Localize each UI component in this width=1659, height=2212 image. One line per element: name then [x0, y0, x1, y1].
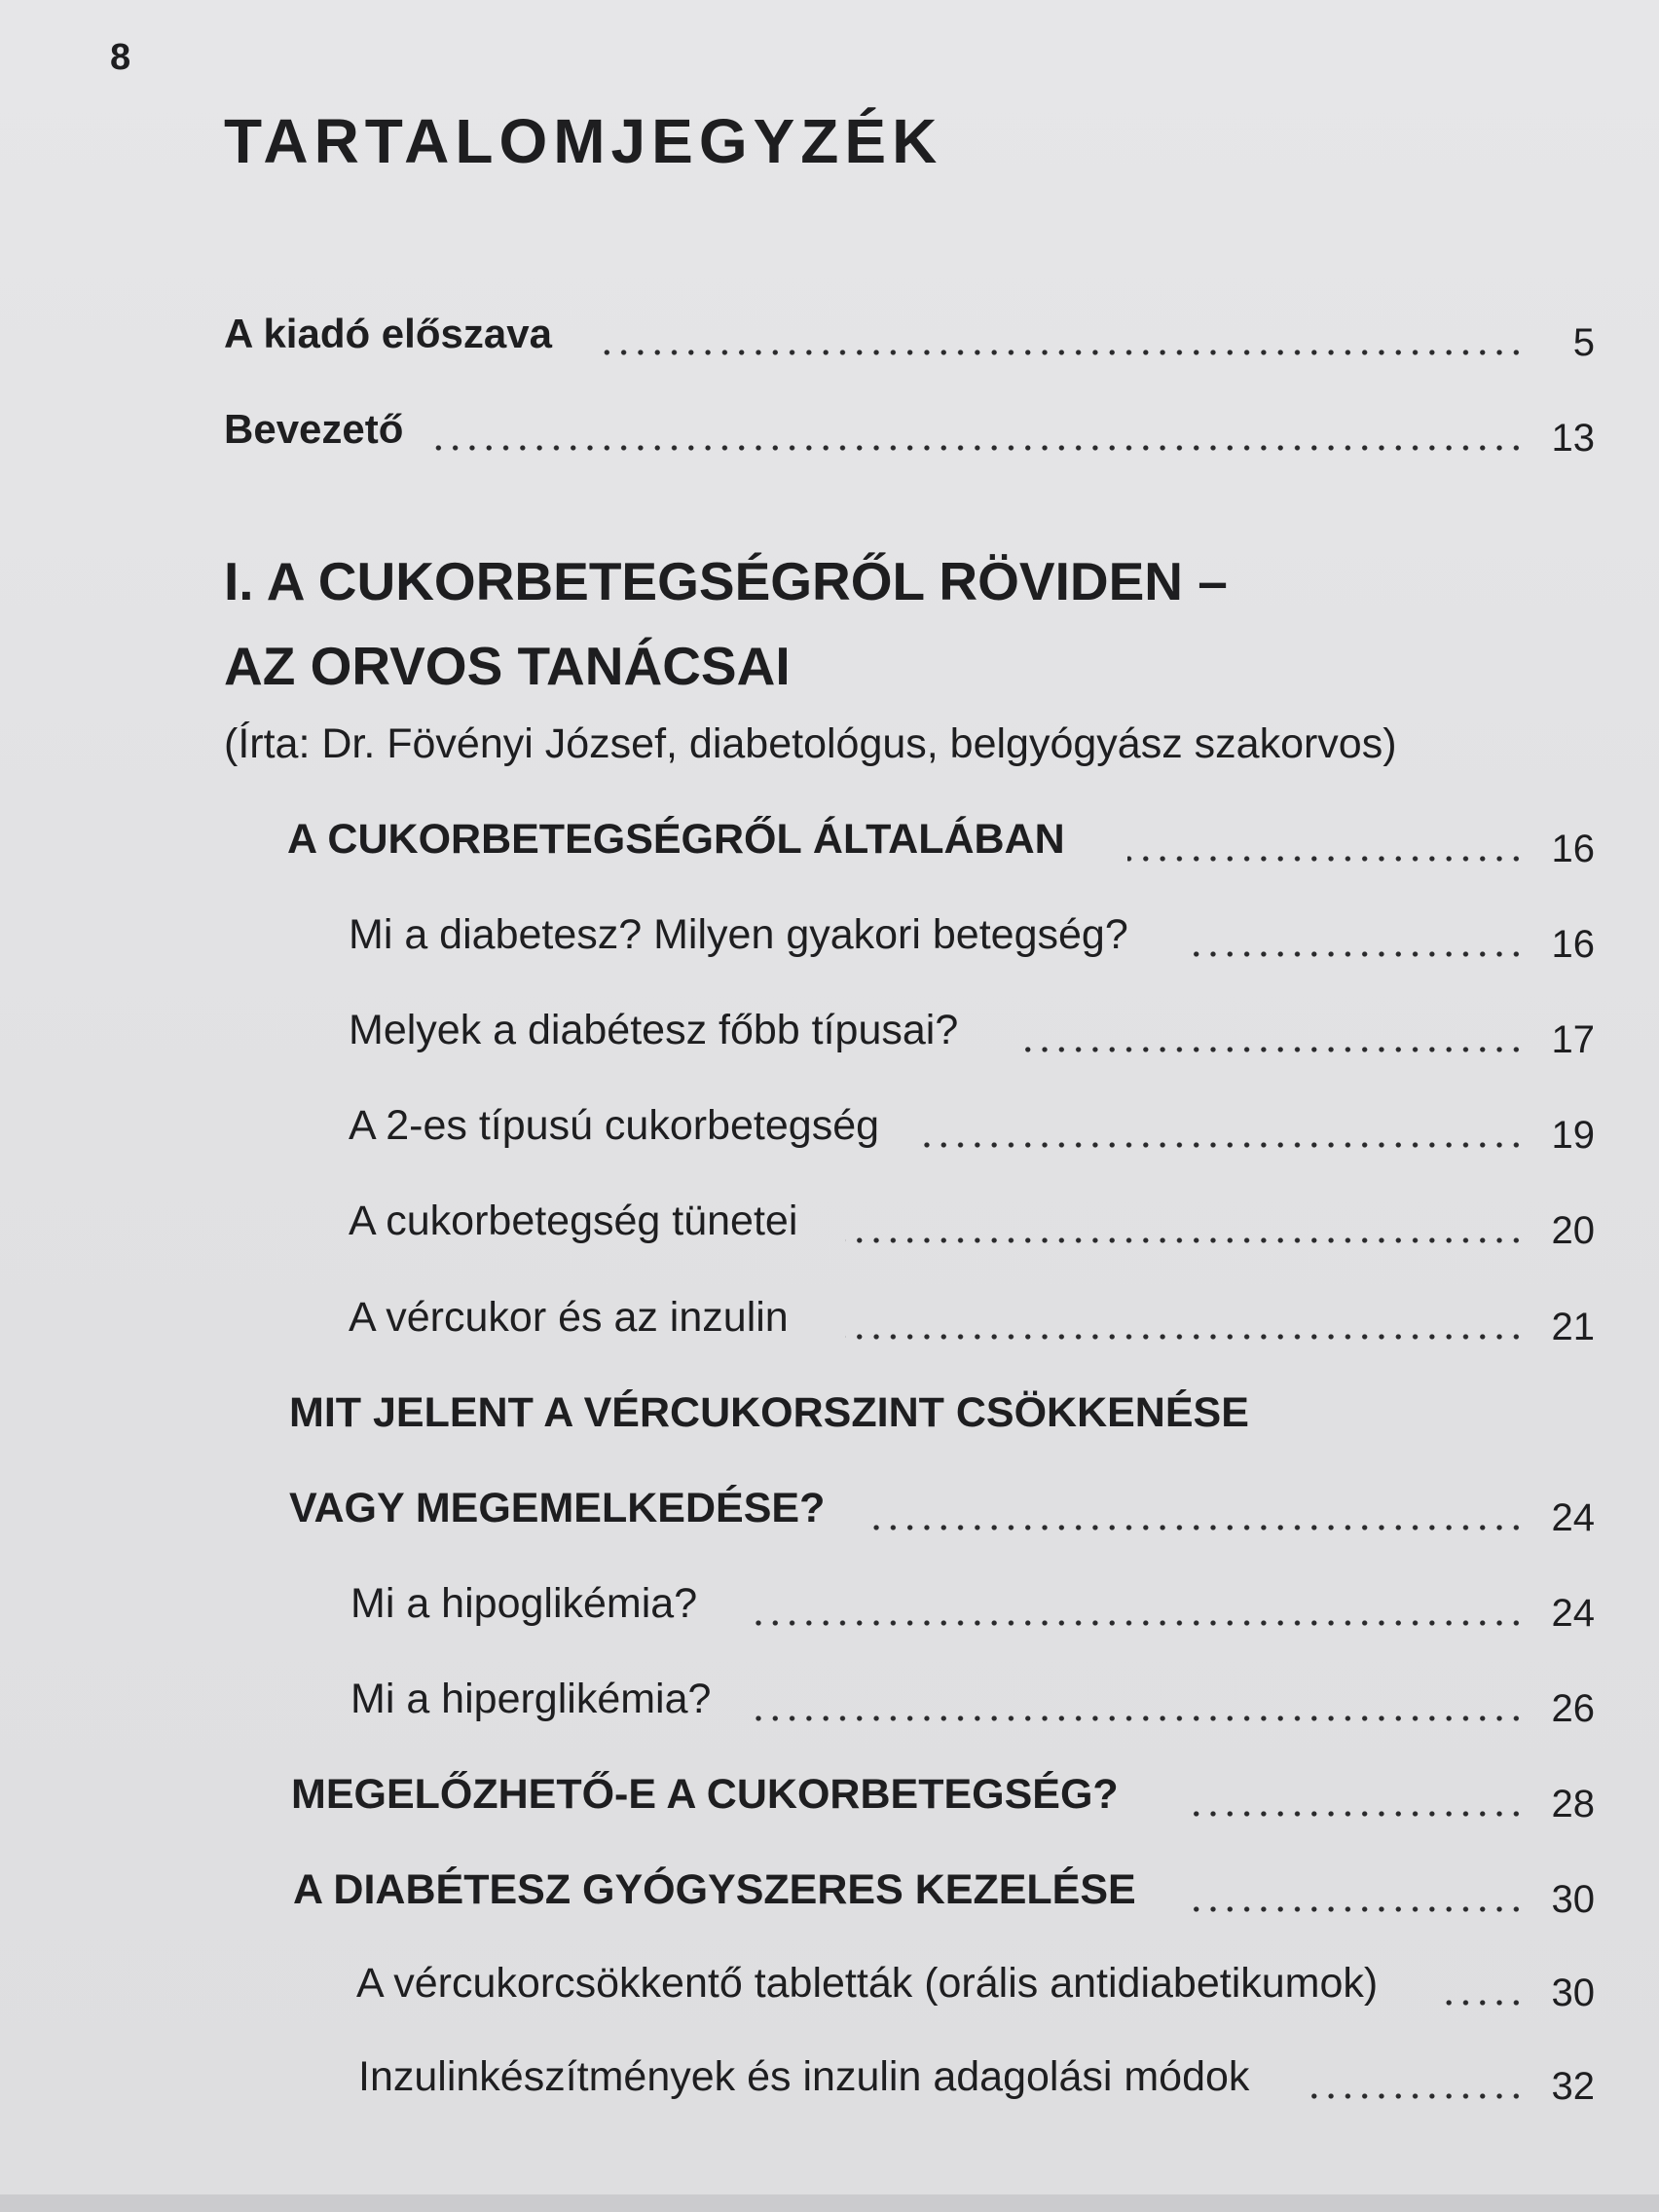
toc-entry-subsection[interactable]: [0, 2050, 1659, 2109]
toc-entry-page: 5: [1572, 321, 1595, 364]
toc-entry-page: 13: [1551, 417, 1595, 460]
toc-entry-label: A vércukor és az inzulin: [349, 1294, 789, 1341]
toc-entry-page: 32: [1551, 2065, 1595, 2108]
toc-entry-subsection[interactable]: [0, 1673, 1659, 1731]
toc-entry-label: MIT JELENT A VÉRCUKORSZINT CSÖKKENÉSE: [289, 1389, 1249, 1436]
toc-entry-subsection[interactable]: [0, 1099, 1659, 1158]
dot-leader: [845, 1332, 1525, 1342]
toc-entry-label: Bevezető: [224, 406, 404, 452]
chapter-author: (Írta: Dr. Fövényi József, diabetológus, belgyógyász szakorvos): [224, 720, 1397, 767]
toc-entry-label: A CUKORBETEGSÉGRŐL ÁLTALÁBAN: [287, 816, 1065, 863]
dot-leader: [596, 348, 1525, 357]
toc-entry-section[interactable]: [0, 1386, 1659, 1445]
dot-leader: [1445, 1998, 1525, 2008]
toc-entry-label: VAGY MEGEMELKEDÉSE?: [289, 1485, 826, 1531]
toc-entry-label: Melyek a diabétesz főbb típusai?: [349, 1007, 959, 1053]
dot-leader: [1127, 854, 1525, 864]
dot-leader: [750, 1714, 1525, 1723]
chapter-title-line-1: I. A CUKORBETEGSÉGRŐL RÖVIDEN –: [224, 551, 1228, 611]
toc-entry-label: Mi a hipoglikémia?: [350, 1580, 698, 1627]
toc-entry-page: 28: [1551, 1783, 1595, 1825]
dot-leader: [1188, 1904, 1525, 1914]
toc-entry-subsection[interactable]: [0, 1291, 1659, 1349]
toc-entry-introduction[interactable]: [0, 402, 1659, 461]
toc-entry-label: Mi a diabetesz? Milyen gyakori betegség?: [349, 911, 1128, 958]
toc-entry-label: A kiadó előszava: [224, 311, 552, 356]
toc-entry-subsection[interactable]: [0, 1957, 1659, 2015]
chapter-title-line-2: AZ ORVOS TANÁCSAI: [224, 636, 791, 696]
toc-entry-subsection[interactable]: [0, 1577, 1659, 1636]
toc-entry-section[interactable]: [0, 1482, 1659, 1540]
dot-leader: [845, 1235, 1525, 1245]
toc-entry-page: 30: [1551, 1972, 1595, 2014]
dot-leader: [1188, 949, 1525, 959]
toc-entry-subsection[interactable]: [0, 1004, 1659, 1062]
dot-leader: [750, 1618, 1525, 1628]
dot-leader: [426, 443, 1525, 453]
toc-entry-preface[interactable]: [0, 307, 1659, 365]
toc-entry-page: 21: [1551, 1306, 1595, 1348]
toc-entry-section[interactable]: [0, 1768, 1659, 1826]
dot-leader: [1188, 1809, 1525, 1819]
toc-entry-label: A cukorbetegség tünetei: [349, 1198, 798, 1244]
toc-entry-label: Mi a hiperglikémia?: [350, 1676, 712, 1722]
page-number: 8: [110, 37, 131, 78]
toc-entry-label: A 2-es típusú cukorbetegség: [349, 1102, 880, 1149]
page-bottom-edge: [0, 2194, 1659, 2212]
toc-entry-page: 30: [1551, 1878, 1595, 1921]
dot-leader: [872, 1523, 1525, 1532]
toc-title: TARTALOMJEGYZÉK: [224, 106, 943, 176]
toc-entry-page: 19: [1551, 1114, 1595, 1157]
toc-entry-subsection[interactable]: [0, 1195, 1659, 1253]
toc-entry-page: 26: [1551, 1687, 1595, 1730]
toc-entry-page: 24: [1551, 1496, 1595, 1539]
toc-entry-label: MEGELŐZHETŐ-E A CUKORBETEGSÉG?: [291, 1771, 1119, 1818]
dot-leader: [1305, 2091, 1525, 2101]
dot-leader: [917, 1140, 1525, 1150]
toc-entry-label: Inzulinkészítmények és inzulin adagolási módok: [358, 2053, 1250, 2100]
toc-entry-section[interactable]: [0, 1863, 1659, 1922]
toc-entry-label: A DIABÉTESZ GYÓGYSZERES KEZELÉSE: [293, 1866, 1136, 1913]
toc-entry-page: 17: [1551, 1018, 1595, 1061]
toc-entry-section[interactable]: [0, 813, 1659, 871]
toc-entry-page: 16: [1551, 828, 1595, 870]
toc-entry-label: A vércukorcsökkentő tabletták (orális antidiabetikumok): [356, 1960, 1379, 2007]
toc-entry-page: 16: [1551, 923, 1595, 966]
toc-entry-subsection[interactable]: [0, 908, 1659, 967]
dot-leader: [1014, 1045, 1525, 1054]
toc-entry-page: 20: [1551, 1209, 1595, 1252]
toc-entry-page: 24: [1551, 1592, 1595, 1635]
